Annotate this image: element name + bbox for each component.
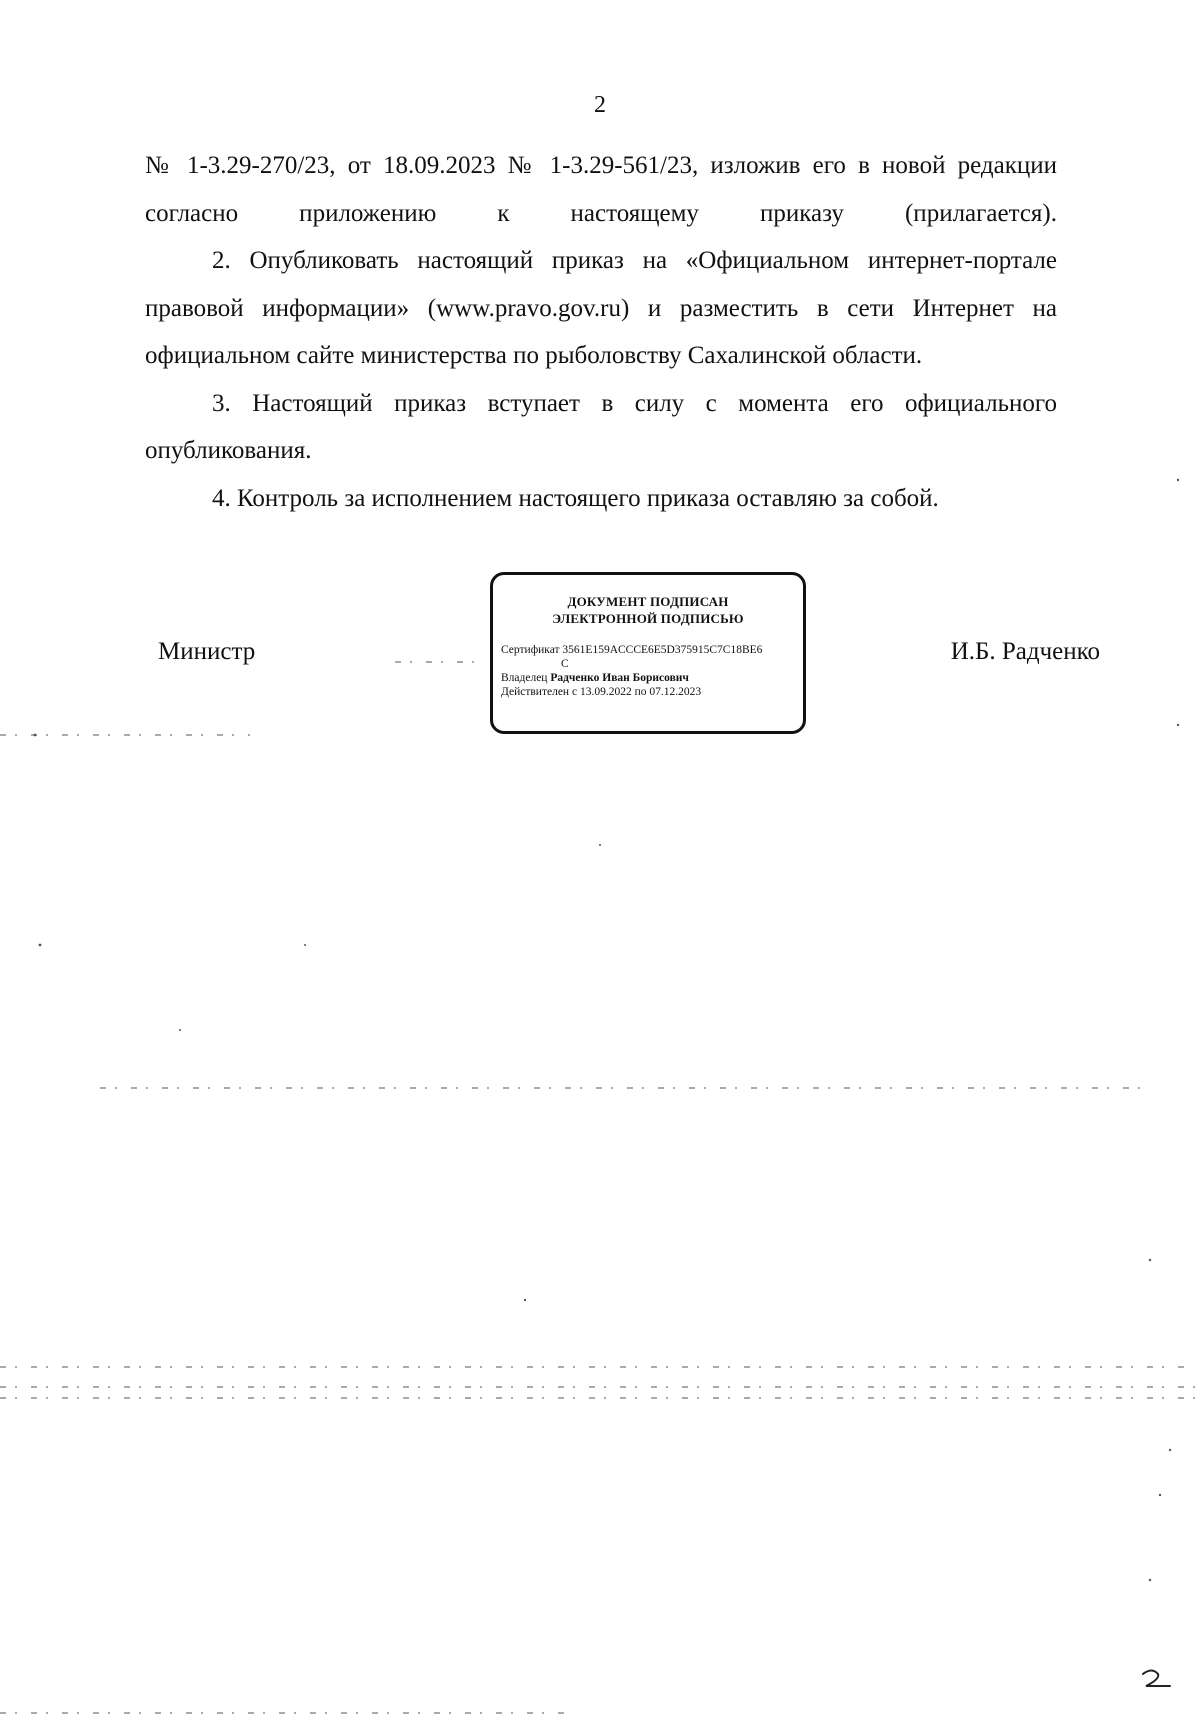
stamp-title-line-2: ЭЛЕКТРОННОЙ ПОДПИСЬЮ — [552, 611, 744, 626]
handwritten-page-mark — [1140, 1668, 1174, 1690]
stamp-certificate — [501, 643, 803, 657]
stamp-owner — [501, 671, 803, 685]
signer-name: И.Б. Радченко — [950, 638, 1100, 665]
paragraph-1: № 1-3.29-270/23, от 18.09.2023 № 1-3.29-561/23, изложив его в новой редакции согласно приложению к настоящему приказу (прилагается). — [145, 152, 1057, 227]
stamp-certificate-value: 3561E159ACCCE6E5D375915C7C18BE6 — [562, 644, 763, 656]
signer-position: Министр — [158, 638, 256, 665]
stamp-certificate-tail: C — [561, 658, 569, 670]
stamp-validity: Действителен с 13.09.2022 по 07.12.2023 — [501, 686, 702, 698]
paragraph-2: 2. Опубликовать настоящий приказ на «Официальном интернет-портале правовой информации» (www.pravo.gov.ru) и разместить в сети Интернет на официальном сайте министерства по рыболовству Сахалинской области. — [145, 247, 1057, 369]
paragraph-4: 4. Контроль за исполнением настоящего приказа оставляю за собой. — [212, 484, 939, 512]
stamp-certificate-label: Сертификат — [501, 644, 560, 656]
stamp-owner-value: Радченко Иван Борисович — [550, 672, 689, 684]
stamp-owner-label: Владелец — [501, 672, 548, 684]
page-number: 2 — [594, 92, 606, 118]
paragraph-3: 3. Настоящий приказ вступает в силу с момента его официального опубликования. — [145, 389, 1057, 464]
electronic-signature-stamp — [490, 572, 806, 734]
stamp-title-line-1: ДОКУМЕНТ ПОДПИСАН — [567, 594, 729, 609]
document-body — [145, 142, 1057, 522]
